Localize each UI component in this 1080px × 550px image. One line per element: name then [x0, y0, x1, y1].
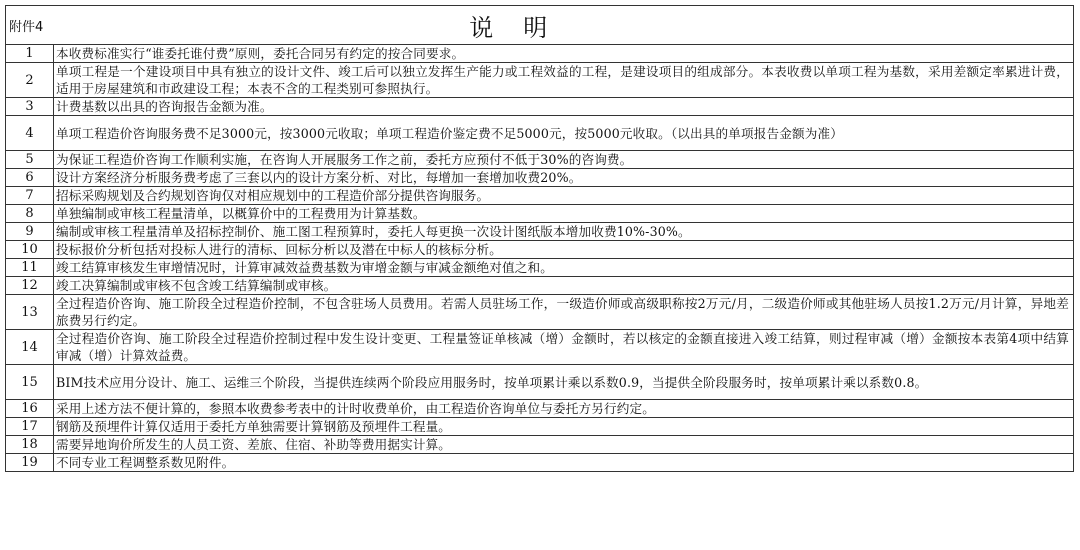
row-text[interactable]: 投标报价分析包括对投标人进行的清标、回标分析以及潜在中标人的核标分析。 — [54, 241, 1074, 259]
table-row — [6, 205, 1074, 223]
title-row — [6, 6, 1074, 45]
row-text[interactable]: 采用上述方法不便计算的，参照本收费参考表中的计时收费单价，由工程造价咨询单位与委托方另行约定。 — [54, 400, 1074, 418]
row-number[interactable]: 9 — [6, 223, 54, 241]
spreadsheet-sheet — [5, 5, 1075, 545]
table-row — [6, 98, 1074, 116]
row-number[interactable]: 16 — [6, 400, 54, 418]
row-text[interactable]: 单项工程造价咨询服务费不足3000元，按3000元收取；单项工程造价鉴定费不足5000元，按5000元收取。（以出具的单项报告金额为准） — [54, 116, 1074, 151]
table-row — [6, 223, 1074, 241]
table-row — [6, 365, 1074, 400]
table-row — [6, 116, 1074, 151]
table-row — [6, 45, 1074, 63]
row-text[interactable]: 为保证工程造价咨询工作顺利实施，在咨询人开展服务工作之前，委托方应预付不低于30%的咨询费。 — [54, 151, 1074, 169]
table-row — [6, 259, 1074, 277]
row-text[interactable]: 单独编制或审核工程量清单，以概算价中的工程费用为计算基数。 — [54, 205, 1074, 223]
row-number[interactable]: 6 — [6, 169, 54, 187]
row-text[interactable]: 编制或审核工程量清单及招标控制价、施工图工程预算时，委托人每更换一次设计图纸版本增加收费10%-30%。 — [54, 223, 1074, 241]
row-text[interactable]: 竣工结算审核发生审增情况时，计算审减效益费基数为审增金额与审减金额绝对值之和。 — [54, 259, 1074, 277]
row-text[interactable]: 全过程造价咨询、施工阶段全过程造价控制，不包含驻场人员费用。若需人员驻场工作，一级造价师或高级职称按2万元/月，二级造价师或其他驻场人员按1.2万元/月计算，异地差旅费另行约定。 — [54, 295, 1074, 330]
row-number[interactable]: 2 — [6, 63, 54, 98]
page-title: 说明 — [469, 13, 578, 42]
row-number[interactable]: 12 — [6, 277, 54, 295]
row-number[interactable]: 15 — [6, 365, 54, 400]
row-number[interactable]: 11 — [6, 259, 54, 277]
row-number[interactable]: 19 — [6, 454, 54, 472]
row-number[interactable]: 18 — [6, 436, 54, 454]
row-text[interactable]: 单项工程是一个建设项目中具有独立的设计文件、竣工后可以独立发挥生产能力或工程效益的工程，是建设项目的组成部分。本表收费以单项工程为基数，采用差额定率累进计费，适用于房屋建筑和市政建设工程；本表不含的工程类别可参照执行。 — [54, 63, 1074, 98]
table-row — [6, 241, 1074, 259]
row-text[interactable]: 本收费标准实行“谁委托谁付费”原则，委托合同另有约定的按合同要求。 — [54, 45, 1074, 63]
title-cell[interactable] — [54, 6, 1074, 45]
row-number[interactable]: 4 — [6, 116, 54, 151]
row-text[interactable]: 竣工决算编制或审核不包含竣工结算编制或审核。 — [54, 277, 1074, 295]
row-number[interactable]: 10 — [6, 241, 54, 259]
table-row — [6, 187, 1074, 205]
table-row — [6, 151, 1074, 169]
table-row — [6, 436, 1074, 454]
notes-table — [5, 5, 1074, 472]
table-row — [6, 400, 1074, 418]
row-number[interactable]: 7 — [6, 187, 54, 205]
row-text[interactable]: 需要异地询价所发生的人员工资、差旅、住宿、补助等费用据实计算。 — [54, 436, 1074, 454]
row-text[interactable]: 全过程造价咨询、施工阶段全过程造价控制过程中发生设计变更、工程量签证单核减（增）金额时，若以核定的金额直接进入竣工结算，则过程审减（增）金额按本表第4项中结算审减（增）计算效益费。 — [54, 330, 1074, 365]
table-row — [6, 169, 1074, 187]
attachment-label[interactable]: 附件4 — [6, 6, 54, 45]
table-row — [6, 295, 1074, 330]
row-text[interactable]: 招标采购规划及合约规划咨询仅对相应规划中的工程造价部分提供咨询服务。 — [54, 187, 1074, 205]
table-row — [6, 277, 1074, 295]
row-number[interactable]: 3 — [6, 98, 54, 116]
table-row — [6, 330, 1074, 365]
row-text[interactable]: 钢筋及预埋件计算仅适用于委托方单独需要计算钢筋及预埋件工程量。 — [54, 418, 1074, 436]
row-number[interactable]: 8 — [6, 205, 54, 223]
row-number[interactable]: 1 — [6, 45, 54, 63]
row-number[interactable]: 5 — [6, 151, 54, 169]
row-text[interactable]: 计费基数以出具的咨询报告金额为准。 — [54, 98, 1074, 116]
table-row — [6, 63, 1074, 98]
row-number[interactable]: 13 — [6, 295, 54, 330]
row-text[interactable]: 设计方案经济分析服务费考虑了三套以内的设计方案分析、对比，每增加一套增加收费20%。 — [54, 169, 1074, 187]
table-row — [6, 454, 1074, 472]
row-text[interactable]: BIM技术应用分设计、施工、运维三个阶段，当提供连续两个阶段应用服务时，按单项累计乘以系数0.9，当提供全阶段服务时，按单项累计乘以系数0.8。 — [54, 365, 1074, 400]
row-text[interactable]: 不同专业工程调整系数见附件。 — [54, 454, 1074, 472]
table-row — [6, 418, 1074, 436]
row-number[interactable]: 17 — [6, 418, 54, 436]
row-number[interactable]: 14 — [6, 330, 54, 365]
